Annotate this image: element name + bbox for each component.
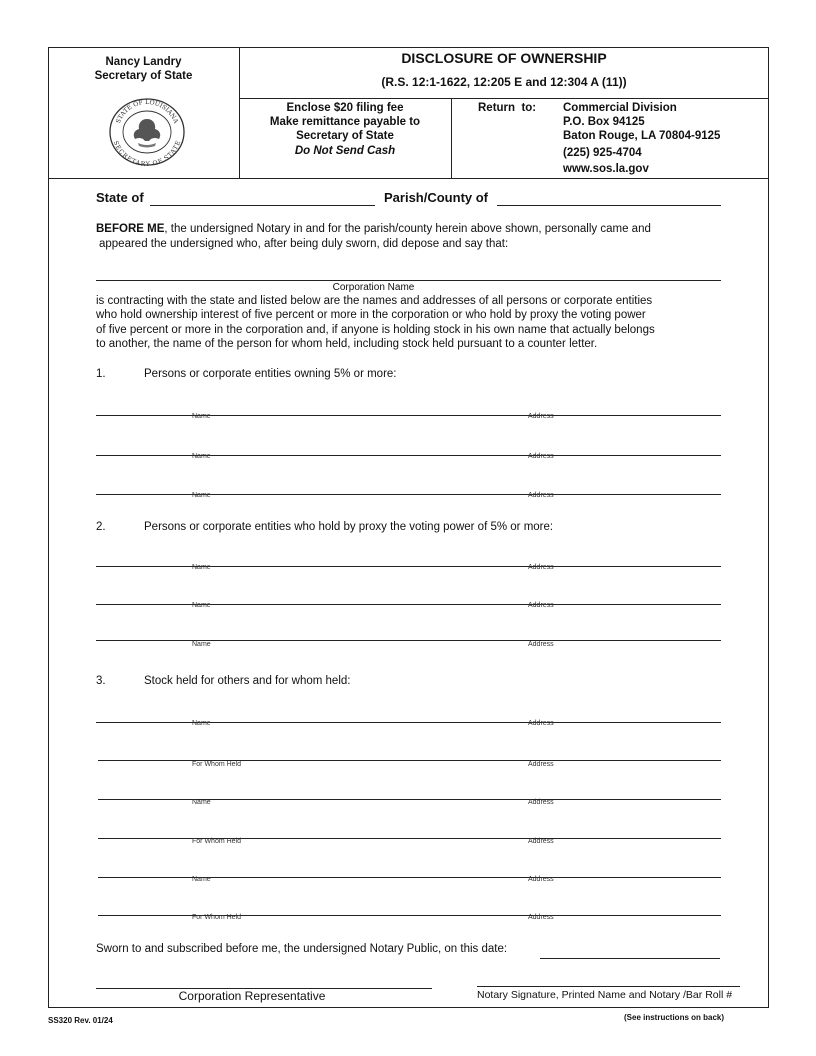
body-line-1: is contracting with the state and listed below are the names and addresses of all persons or corporate entities xyxy=(96,295,653,307)
section-1-number: 1. xyxy=(96,368,106,380)
section-3-row-5-right-label: Address xyxy=(528,876,554,883)
section-3-row-1-line[interactable] xyxy=(96,722,721,723)
body-line-2: who hold ownership interest of five percent or more in the corporation or who hold by proxy the voting power xyxy=(96,309,646,321)
corporation-name-field[interactable] xyxy=(96,280,721,281)
section-2-row-2-left-label: Name xyxy=(192,602,211,609)
section-3-row-6-left-label: For Whom Held xyxy=(192,914,242,921)
notary-signature-field[interactable] xyxy=(477,986,740,987)
header-divider-mid xyxy=(239,98,769,99)
before-me: BEFORE ME xyxy=(96,223,165,235)
form-statute: (R.S. 12:1-1622, 12:205 E and 12:304 A (11)) xyxy=(381,75,627,89)
form-title: DISCLOSURE OF OWNERSHIP xyxy=(401,50,607,66)
fee-line-1: Enclose $20 filing fee xyxy=(286,102,404,114)
intro-line-1-text: , the undersigned Notary in and for the parish/county herein above shown, personally came and xyxy=(164,223,651,235)
section-3-title: Stock held for others and for whom held: xyxy=(144,675,351,687)
official-name: Nancy Landry xyxy=(105,56,182,68)
form-id: SS320 Rev. 01/24 xyxy=(48,1016,113,1025)
sworn-date-field[interactable] xyxy=(540,958,720,959)
state-label: State of xyxy=(96,190,144,205)
return-line-4: (225) 925-4704 xyxy=(563,147,642,159)
section-1-title: Persons or corporate entities owning 5% or more: xyxy=(144,368,397,380)
body-line-3: of five percent or more in the corporation and, if anyone is holding stock in his own name that actually belongs xyxy=(96,324,655,336)
corporation-name-label: Corporation Name xyxy=(332,282,415,293)
section-1-row-1-right-label: Address xyxy=(528,413,554,420)
section-1-row-1-line[interactable] xyxy=(96,415,721,416)
notary-signature-label: Notary Signature, Printed Name and Notary /Bar Roll # xyxy=(477,989,733,1001)
section-3-row-4-right-label: Address xyxy=(528,838,554,845)
return-line-2: P.O. Box 94125 xyxy=(563,116,645,128)
corporation-representative-label: Corporation Representative xyxy=(178,989,326,1003)
section-3-row-5-left-label: Name xyxy=(192,876,211,883)
state-field[interactable] xyxy=(150,205,375,206)
section-1-row-3-left-label: Name xyxy=(192,492,211,499)
fee-line-3: Secretary of State xyxy=(296,130,394,142)
section-2-row-3-right-label: Address xyxy=(528,641,554,648)
section-3-row-1-left-label: Name xyxy=(192,720,211,727)
seal-top-text: STATE OF LOUISIANA xyxy=(114,98,180,125)
section-2-row-1-right-label: Address xyxy=(528,564,554,571)
section-2-row-3-line[interactable] xyxy=(96,640,721,641)
section-3-row-3-right-label: Address xyxy=(528,799,554,806)
parish-field[interactable] xyxy=(497,205,721,206)
sworn-statement: Sworn to and subscribed before me, the undersigned Notary Public, on this date: xyxy=(96,943,508,955)
section-1-row-1-left-label: Name xyxy=(192,413,211,420)
section-1-row-3-line[interactable] xyxy=(96,494,721,495)
body-line-4: to another, the name of the person for whom held, including stock held pursuant to a counter letter. xyxy=(96,338,598,350)
section-2-number: 2. xyxy=(96,521,106,533)
return-label: Return to: xyxy=(478,102,537,114)
section-2-row-2-right-label: Address xyxy=(528,602,554,609)
fee-note: Do Not Send Cash xyxy=(294,145,396,157)
fee-line-2: Make remittance payable to xyxy=(269,116,421,128)
section-2-row-1-line[interactable] xyxy=(96,566,721,567)
instructions-note: (See instructions on back) xyxy=(624,1013,725,1022)
section-2-row-1-left-label: Name xyxy=(192,564,211,571)
section-3-row-3-left-label: Name xyxy=(192,799,211,806)
seal-bottom-text: SECRETARY OF STATE xyxy=(111,139,183,167)
section-1-row-2-line[interactable] xyxy=(96,455,721,456)
parish-label: Parish/County of xyxy=(384,190,489,205)
state-seal xyxy=(108,97,186,167)
pelican-icon xyxy=(134,119,160,148)
intro-line-2: appeared the undersigned who, after being duly sworn, did depose and say that: xyxy=(99,238,509,250)
section-3-row-2-right-label: Address xyxy=(528,761,554,768)
section-2-row-2-line[interactable] xyxy=(96,604,721,605)
section-3-row-2-left-label: For Whom Held xyxy=(192,761,242,768)
section-1-row-3-right-label: Address xyxy=(528,492,554,499)
return-line-1: Commercial Division xyxy=(563,102,677,114)
return-line-3: Baton Rouge, LA 70804-9125 xyxy=(563,130,721,142)
section-1-row-2-right-label: Address xyxy=(528,453,554,460)
header-divider-right xyxy=(451,98,452,178)
section-3-row-4-left-label: For Whom Held xyxy=(192,838,242,845)
section-1-row-2-left-label: Name xyxy=(192,453,211,460)
section-3-row-6-right-label: Address xyxy=(528,914,554,921)
header-bottom-rule xyxy=(48,178,769,179)
section-2-row-3-left-label: Name xyxy=(192,641,211,648)
official-title: Secretary of State xyxy=(94,70,193,82)
section-3-row-1-right-label: Address xyxy=(528,720,554,727)
intro-line-1 xyxy=(96,222,716,237)
section-2-title: Persons or corporate entities who hold by proxy the voting power of 5% or more: xyxy=(144,521,554,533)
return-line-5: www.sos.la.gov xyxy=(563,163,649,175)
section-3-number: 3. xyxy=(96,675,106,687)
